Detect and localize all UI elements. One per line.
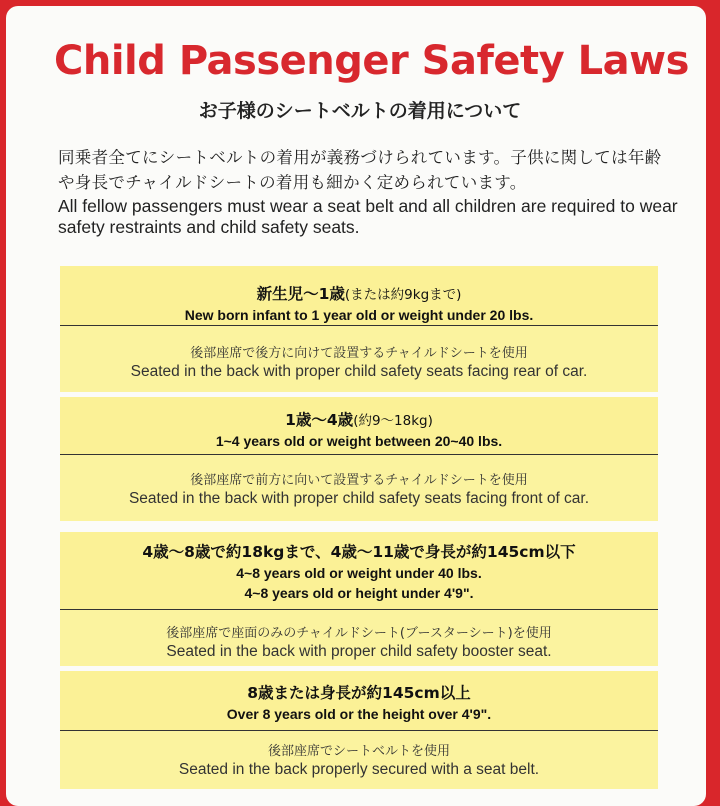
- age-label-ja: 1歳〜4歳(約9〜18kg): [285, 411, 433, 429]
- rule-text-en: Seated in the back with proper child safety seats facing front of car.: [128, 490, 590, 507]
- rule-body: [60, 326, 658, 392]
- rule-heading: [60, 671, 658, 731]
- age-label-en: 1~4 years old or weight between 20~40 lbs.: [215, 433, 503, 449]
- rule-text-en: Seated in the back with proper child safety seats facing rear of car.: [130, 363, 588, 380]
- rule-body: [60, 731, 658, 789]
- intro-japanese: 同乗者全てにシートベルトの着用が義務づけられています。子供に関しては年齢や身長でチャイルドシートの着用も細かく定められています。: [58, 148, 662, 192]
- rule-text-ja: 後部座席でシートベルトを使用: [267, 744, 450, 759]
- rule-section-seatbelt: [60, 671, 658, 789]
- age-label-en: Over 8 years old or the height over 4'9".: [226, 706, 492, 722]
- rule-text-en: Seated in the back with proper child safety booster seat.: [166, 643, 552, 660]
- page-subtitle: お子様のシートベルトの着用について: [198, 100, 522, 122]
- age-label-ja: 8歳または身長が約145cm以上: [247, 684, 471, 702]
- rule-text-ja: 後部座席で座面のみのチャイルドシート(ブースターシート)を使用: [166, 626, 552, 641]
- age-label-ja: 4歳〜8歳で約18kgまで、4歳〜11歳で身長が約145cm以下: [142, 543, 576, 561]
- rule-text-en: Seated in the back properly secured with a seat belt.: [178, 761, 540, 778]
- age-label-en: 4~8 years old or weight under 40 lbs.: [236, 565, 482, 581]
- rule-section-booster: [60, 532, 658, 666]
- rule-body: [60, 610, 658, 666]
- rule-heading: [60, 532, 658, 610]
- age-label-en-2: 4~8 years old or height under 4'9".: [244, 585, 474, 601]
- rule-heading: [60, 266, 658, 326]
- rule-text-ja: 後部座席で後方に向けて設置するチャイルドシートを使用: [190, 346, 528, 361]
- rule-heading: [60, 397, 658, 455]
- age-label-en: New born infant to 1 year old or weight under 20 lbs.: [184, 307, 534, 323]
- rule-section-infant: [60, 266, 658, 392]
- rule-section-toddler: [60, 397, 658, 521]
- page-title: Child Passenger Safety Laws: [54, 38, 689, 84]
- rule-text-ja: 後部座席で前方に向いて設置するチャイルドシートを使用: [190, 473, 528, 488]
- intro-english: All fellow passengers must wear a seat belt and all children are required to wear safety restraints and child safety seats.: [58, 196, 678, 237]
- rule-body: [60, 455, 658, 521]
- age-label-ja: 新生児〜1歳(または約9kgまで): [256, 285, 462, 303]
